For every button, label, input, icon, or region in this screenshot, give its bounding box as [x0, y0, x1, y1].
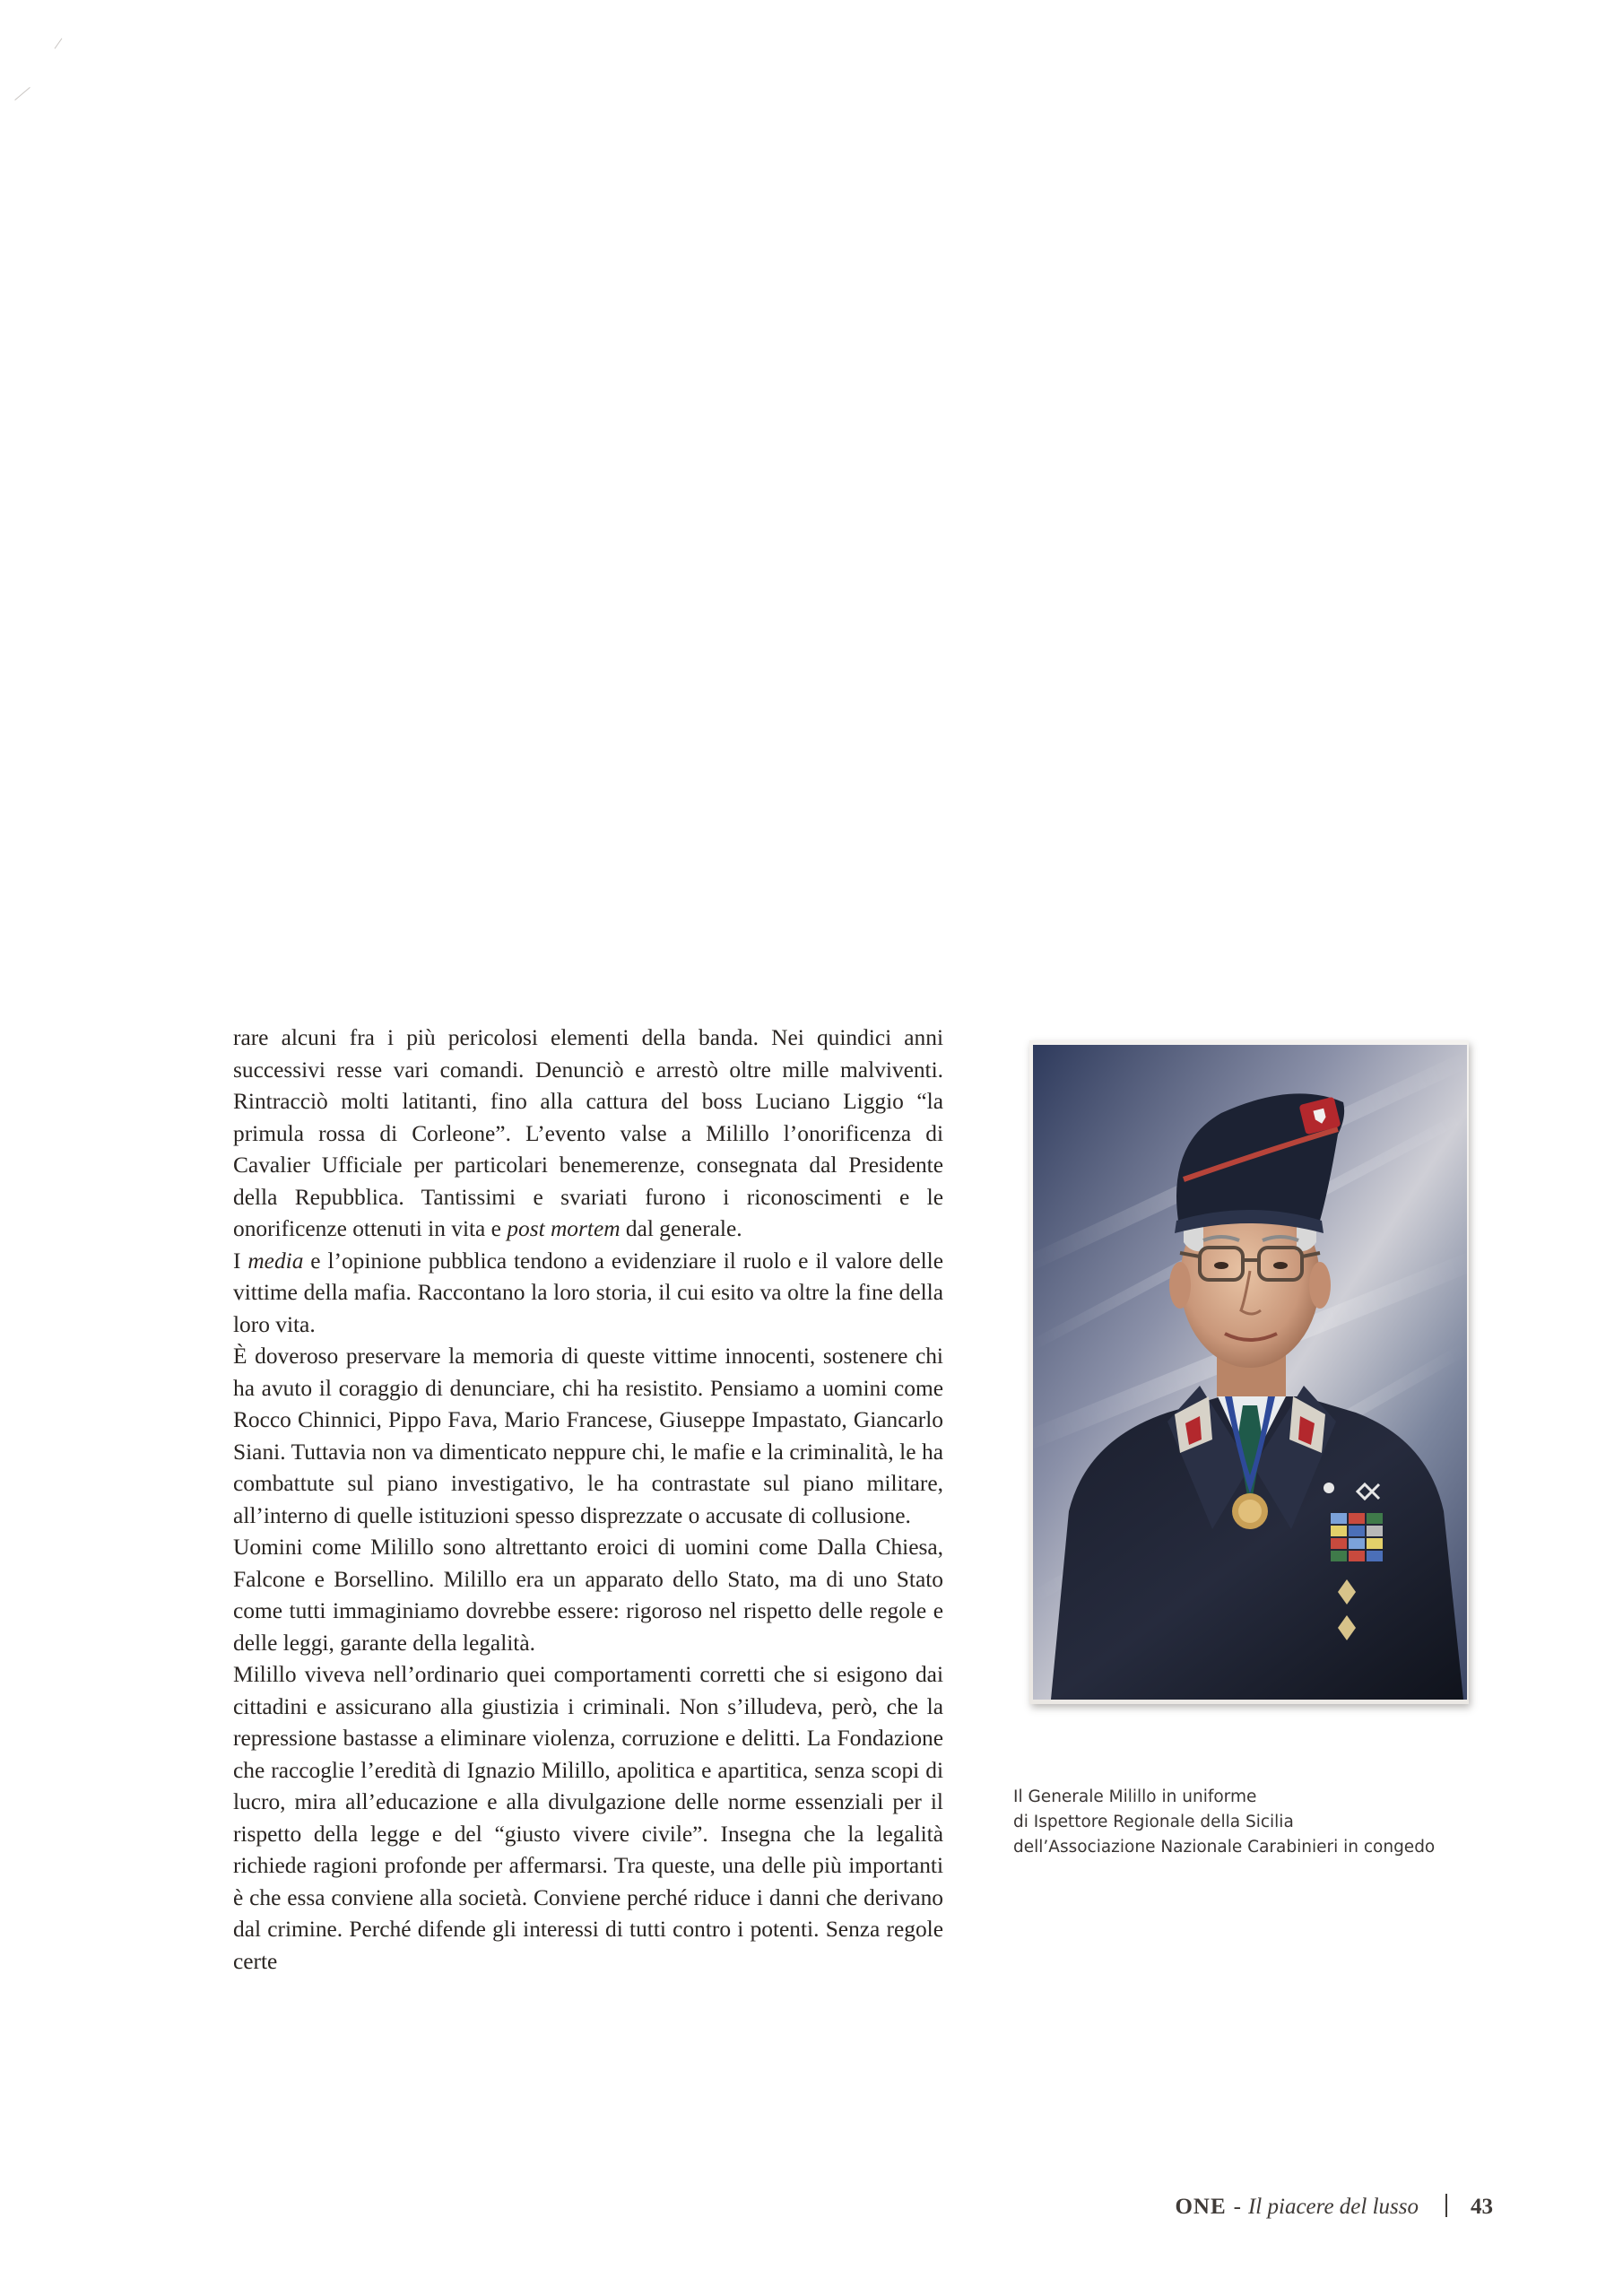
paragraph-text: Uomini come Milillo sono altrettanto eroici di uomini come Dalla Chiesa, Falcone e Borsellino. Milillo era un apparato dello Stato, ma di uno Stato come tutti immaginiamo dovrebbe essere: rigoroso nel rispetto delle regole e delle leggi, garante della legalità.: [233, 1535, 943, 1656]
portrait-photo: [1033, 1045, 1467, 1700]
article-paragraph: [233, 1246, 943, 1342]
paragraph-text: È doveroso preservare la memoria di queste vittime innocenti, sostenere chi ha avuto il coraggio di denunciare, chi ha resistito. Pensiamo a uomini come Rocco Chinnici, Pippo Fava, Mario Francese, Giuseppe Impastato, Giancarlo Siani. Tuttavia non va dimenticato neppure chi, le mafie e la criminalità, le ha combattute sul piano investigativo, le ha contrastate sul piano militare, all’interno di quelle istituzioni spesso disprezzate o accusate di collusione.: [233, 1344, 943, 1528]
article-paragraph: [233, 1532, 943, 1659]
scan-mark: [14, 87, 30, 100]
photo-caption: [1013, 1785, 1515, 1860]
article-paragraph: [233, 1022, 943, 1246]
article-paragraph: [233, 1341, 943, 1532]
footer-divider: [1445, 2194, 1447, 2217]
paragraph-text: I: [233, 1248, 248, 1274]
magazine-tagline: Il piacere del lusso: [1247, 2195, 1419, 2219]
page-number: 43: [1471, 2195, 1493, 2219]
italic-term: post mortem: [507, 1216, 621, 1241]
caption-line: Il Generale Milillo in uniforme: [1013, 1787, 1257, 1806]
footer-separator: -: [1233, 2195, 1241, 2219]
article-paragraph: [233, 1659, 943, 1978]
paragraph-text: e l’opinione pubblica tendono a evidenziare il ruolo e il valore delle vittime della mafia. Raccontano la loro storia, il cui esito va oltre la fine della loro vita.: [233, 1248, 943, 1337]
paragraph-text: rare alcuni fra i più pericolosi elementi della banda. Nei quindici anni successivi resse vari comandi. Denunciò e arrestò oltre mille malviventi. Rintracciò molti latitanti, fino alla cattura del boss Luciano Liggio “la primula rossa di Corleone”. L’evento valse a Milillo l’onorificenza di Cavalier Ufficiale per particolari benemerenze, consegnata dal Presidente della Repubblica. Tantissimi e svariati furono i riconoscimenti e le onorificenze ottenuti in vita e: [233, 1025, 943, 1241]
paragraph-text: dal generale.: [620, 1216, 742, 1241]
italic-term: media: [247, 1248, 304, 1274]
caption-line: dell’Associazione Nazionale Carabinieri in congedo: [1013, 1838, 1436, 1857]
article-body: [233, 1022, 943, 1978]
paragraph-text: Milillo viveva nell’ordinario quei comportamenti corretti che si esigono dai cittadini e assicurano alla giustizia i criminali. Non s’illudeva, però, che la repressione bastasse a eliminare violenza, corruzione e delitti. La Fondazione che raccoglie l’eredità di Ignazio Milillo, apolitica e apartitica, senza scopi di lucro, mira all’educazione e alla divulgazione delle norme essenziali per il rispetto della legge e del “giusto vivere civile”. Insegna che la legalità richiede ragioni profonde per affermarsi. Tra queste, una delle più importanti è che essa conviene alla società. Conviene perché riduce i danni che derivano dal crimine. Perché difende gli interessi di tutti contro i potenti. Senza regole certe: [233, 1662, 943, 1974]
magazine-brand: ONE: [1175, 2195, 1227, 2219]
caption-line: di Ispettore Regionale della Sicilia: [1013, 1813, 1294, 1831]
scan-mark: [55, 38, 63, 48]
page-footer: [1175, 2190, 1493, 2220]
